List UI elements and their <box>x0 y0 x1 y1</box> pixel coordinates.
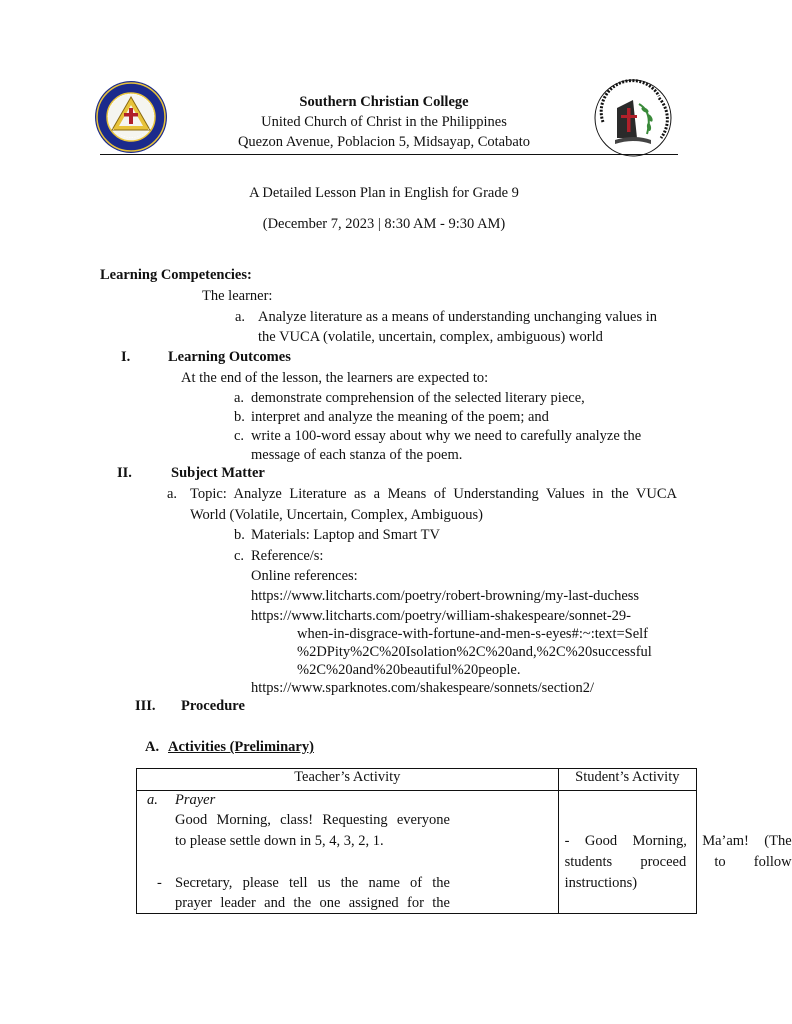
teacher-dash: - <box>157 875 162 891</box>
reference-url-2-cont-2[interactable]: %2DPity%2C%20Isolation%2C%20and,%2C%20successful <box>297 644 652 660</box>
column-header-student: Student’s Activity <box>558 769 696 791</box>
teacher-greeting-cont: to please settle down in 5, 4, 3, 2, 1. <box>175 833 384 849</box>
activities-table <box>136 768 792 914</box>
college-name: Southern Christian College <box>299 94 469 110</box>
student-response-end: instructions) <box>564 875 638 891</box>
topic-marker: a. <box>167 486 178 502</box>
lesson-date: (December 7, 2023 | 8:30 AM - 9:30 AM) <box>262 216 506 232</box>
reference-url-2[interactable]: https://www.litcharts.com/poetry/william-shakespeare/sonnet-29- <box>251 608 631 624</box>
teacher-instruction-cont: prayer leader and the one assigned for the <box>175 895 450 911</box>
teacher-greeting: Good Morning, class! Requesting everyone <box>175 812 450 828</box>
college-address: Quezon Avenue, Poblacion 5, Midsayap, Cotabato <box>237 134 531 150</box>
materials-text: Materials: Laptop and Smart TV <box>251 527 440 543</box>
outcome-marker-b: b. <box>234 409 245 425</box>
table-header-row <box>137 769 697 791</box>
section-heading-procedure: Procedure <box>181 698 245 714</box>
subsection-marker: A. <box>145 739 160 755</box>
outcome-item-c-cont: message of each stanza of the poem. <box>251 447 463 463</box>
competency-text: Analyze literature as a means of understanding unchanging values in <box>258 309 658 325</box>
competencies-intro: The learner: <box>202 288 273 304</box>
prayer-label: Prayer <box>175 792 216 808</box>
competency-text-cont: the VUCA (volatile, uncertain, complex, ambiguous) world <box>258 329 603 345</box>
subsection-heading-activities: Activities (Preliminary) <box>168 739 314 755</box>
outcomes-intro: At the end of the lesson, the learners are expected to: <box>181 370 489 386</box>
competencies-heading: Learning Competencies: <box>100 267 252 283</box>
reference-url-2-cont-3[interactable]: %2C%20and%20beautiful%20people. <box>297 662 521 678</box>
section-heading-learning-outcomes: Learning Outcomes <box>168 349 291 365</box>
student-response-cont: students proceed to follow <box>564 854 792 870</box>
online-references-label: Online references: <box>251 568 358 584</box>
section-numeral-2: II. <box>117 465 132 481</box>
competency-marker: a. <box>235 309 246 325</box>
topic-text-cont: World (Volatile, Uncertain, Complex, Ambiguous) <box>190 507 483 523</box>
section-heading-subject-matter: Subject Matter <box>171 465 265 481</box>
column-header-teacher: Teacher’s Activity <box>137 769 559 791</box>
topic-text: Topic: Analyze Literature as a Means of Understanding Values in the VUCA <box>190 486 677 502</box>
reference-label: Reference/s: <box>251 548 324 564</box>
church-name: United Church of Christ in the Philippines <box>261 114 507 130</box>
outcome-item-c: write a 100-word essay about why we need to carefully analyze the <box>251 428 642 444</box>
materials-marker: b. <box>234 527 245 543</box>
outcome-marker-a: a. <box>234 390 245 406</box>
outcome-marker-c: c. <box>234 428 245 444</box>
table-row <box>137 791 697 914</box>
section-numeral-3: III. <box>135 698 156 714</box>
teacher-instruction: Secretary, please tell us the name of the <box>175 875 450 891</box>
teacher-activity-cell <box>137 791 559 914</box>
reference-url-3[interactable]: https://www.sparknotes.com/shakespeare/sonnets/section2/ <box>251 680 594 696</box>
student-activity-cell <box>558 791 792 914</box>
outcome-item-a: demonstrate comprehension of the selected literary piece, <box>251 390 585 406</box>
reference-url-1[interactable]: https://www.litcharts.com/poetry/robert-browning/my-last-duchess <box>251 588 640 604</box>
prayer-marker: a. <box>147 792 158 808</box>
outcome-item-b: interpret and analyze the meaning of the poem; and <box>251 409 549 425</box>
header-divider <box>100 154 678 155</box>
reference-marker: c. <box>234 548 245 564</box>
reference-url-2-cont-1[interactable]: when-in-disgrace-with-fortune-and-men-s-eyes#:~:text=Self <box>297 626 649 642</box>
student-response: - Good Morning, Ma’am! (The <box>564 833 792 849</box>
lesson-plan-title: A Detailed Lesson Plan in English for Grade 9 <box>249 185 519 201</box>
section-numeral-1: I. <box>121 349 131 365</box>
